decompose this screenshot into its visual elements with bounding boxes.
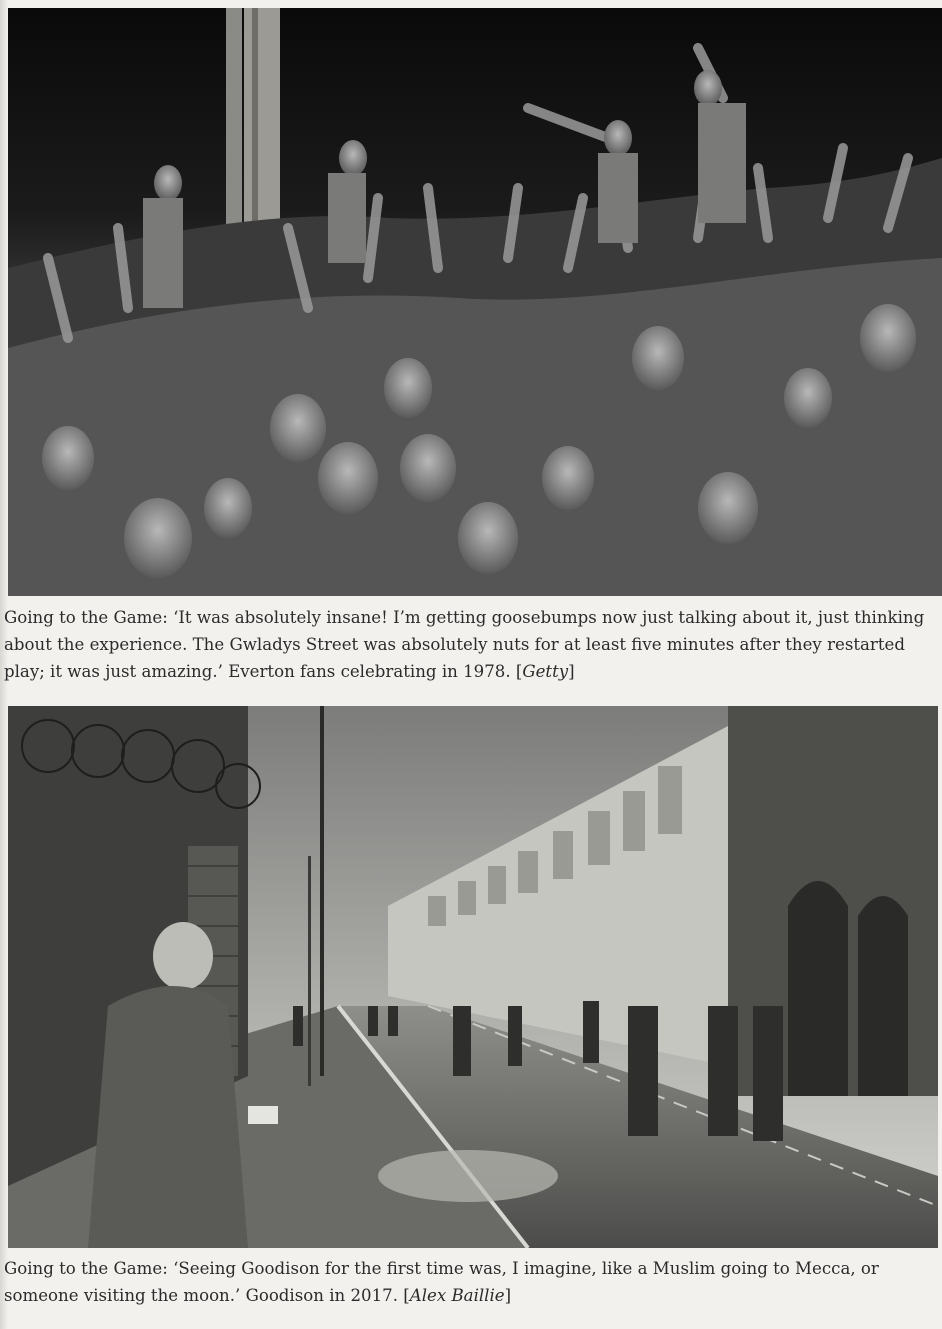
photo-caption: [4, 604, 938, 685]
caption-quote: ‘It was absolutely insane! I’m getting goosebumps now just talking about it, just thinking about the experience. The Gwladys Street was absolutely nuts for at least five minutes after they restarted play; it was just amazing.’ Everton fans celebrating in 1978. [: [4, 608, 925, 681]
caption-lead: Going to the Game:: [4, 608, 168, 627]
crowd-photo-illustration: [8, 8, 942, 596]
caption-close: ]: [568, 662, 575, 681]
photo-caption: [4, 1255, 938, 1309]
goodison-2017-photo: [8, 706, 938, 1248]
photo-credit: Getty: [522, 662, 569, 681]
photo-credit: Alex Baillie: [409, 1286, 505, 1305]
caption-lead: Going to the Game:: [4, 1259, 168, 1278]
everton-fans-1978-photo: [8, 8, 942, 596]
caption-close: ]: [504, 1286, 512, 1305]
street-photo-illustration: [8, 706, 938, 1248]
caption-quote: ‘Seeing Goodison for the first time was, I imagine, like a Muslim going to Mecca, or someone visiting the moon.’ Goodison in 2017. [: [4, 1259, 879, 1305]
